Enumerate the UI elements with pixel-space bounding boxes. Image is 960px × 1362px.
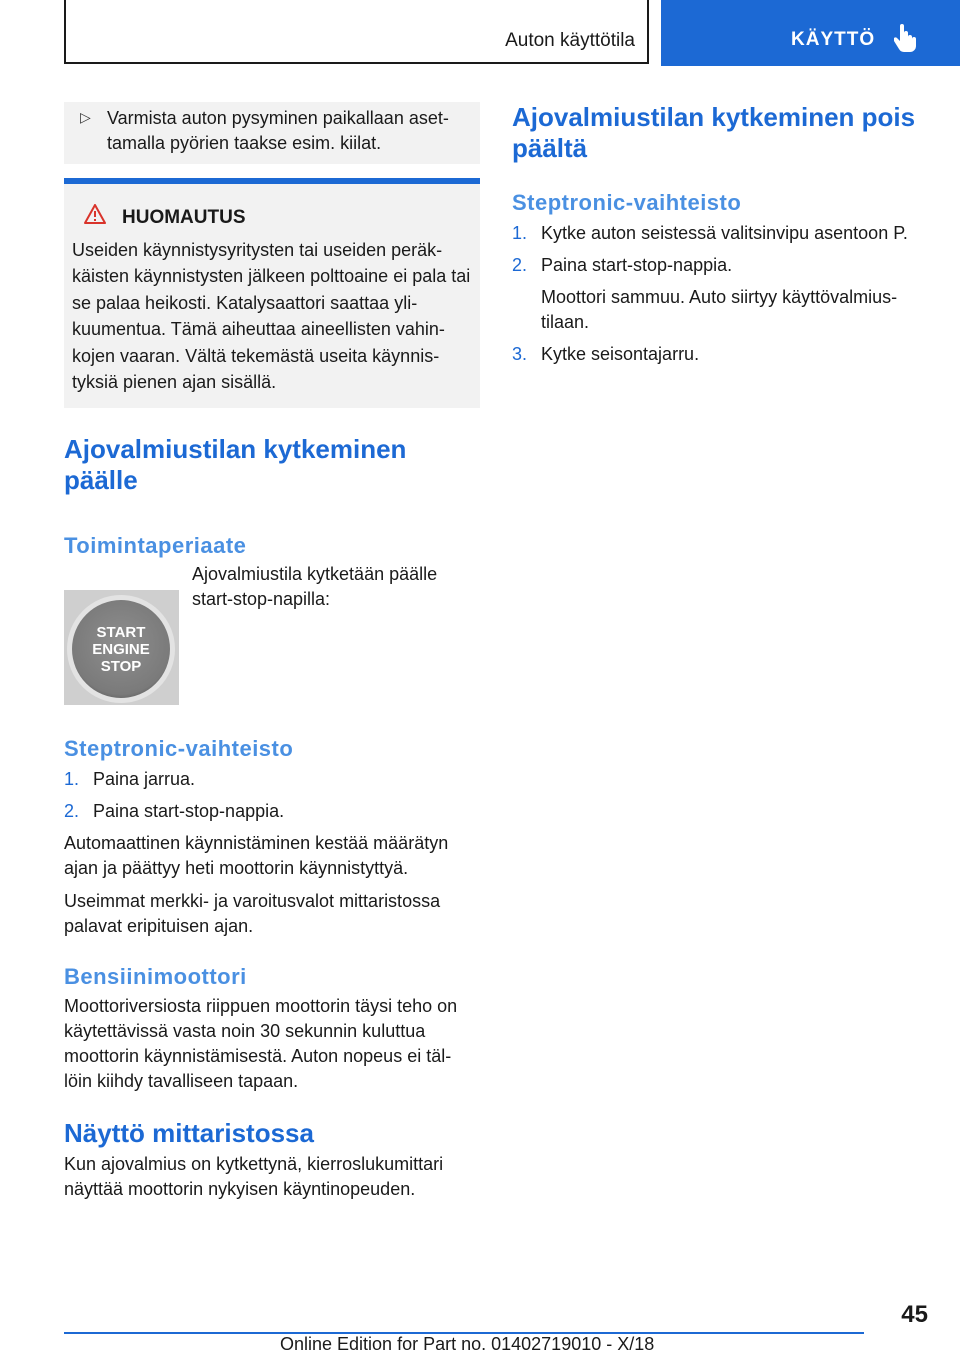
list-item xyxy=(512,253,928,278)
chapter-tab[interactable] xyxy=(661,0,960,66)
heading-steptronic-on: Steptronic-vaihteisto xyxy=(64,736,294,761)
button-image-line1: START xyxy=(96,624,146,641)
button-image-line3: STOP xyxy=(100,658,142,675)
heading-ready-on: Ajovalmiustilan kytkeminen päälle xyxy=(64,434,407,495)
warning-box xyxy=(64,178,480,408)
list-number: 2. xyxy=(64,801,80,821)
chapter-tab-label: KÄYTTÖ xyxy=(791,29,876,50)
heading-display: Näyttö mittaristossa xyxy=(64,1118,314,1148)
footer-edition: Online Edition for Part no. 01402719010 - X/18 xyxy=(280,1334,655,1354)
heading-steptronic-off: Steptronic-vaihteisto xyxy=(512,190,742,215)
list-number: 2. xyxy=(512,255,528,275)
list-item xyxy=(64,799,480,824)
principle-text: Ajovalmiustila kytketään päälle start-stop-napilla: xyxy=(192,564,438,609)
triangle-bullet-icon: ▷ xyxy=(80,109,91,125)
list-item xyxy=(512,342,928,367)
list-number xyxy=(512,285,541,335)
list-text: Kytke seisontajarru. xyxy=(541,344,700,364)
list-item-note xyxy=(512,285,928,335)
page-number: 45 xyxy=(901,1301,928,1328)
list-text: Paina start-stop-nappia. xyxy=(541,255,733,275)
principle-block xyxy=(64,562,480,705)
paragraph-warning-lights: Useimmat merkki- ja varoitusvalot mittaristossa palavat eripituisen ajan. xyxy=(64,891,441,936)
list-item xyxy=(512,221,928,246)
heading-principle: Toimintaperiaate xyxy=(64,533,247,558)
paragraph-petrol: Moottoriversiosta riippuen moottorin täysi teho on käytettävissä vasta noin 30 sekunnin kuluttua moottorin käynnistämisestä. Auton nopeus ei täl‐ löin kiihdy tavalliseen tapaan. xyxy=(64,996,458,1091)
left-column xyxy=(64,102,480,1202)
button-image-line2: ENGINE xyxy=(92,641,150,658)
header-section-box xyxy=(64,0,649,64)
list-number: 1. xyxy=(512,223,528,243)
list-text: Kytke auton seistessä valitsinvipu asentoon P. xyxy=(541,223,908,243)
hand-pointer-icon xyxy=(894,24,916,57)
right-column xyxy=(512,102,928,367)
section-on xyxy=(64,434,480,496)
steps-on-list xyxy=(64,767,480,824)
section-title: Auton käyttötila xyxy=(505,30,635,51)
list-number: 1. xyxy=(64,769,80,789)
paragraph-display: Kun ajovalmius on kytkettynä, kierroslukumittari näyttää moottorin nykyisen käyntinopeuden. xyxy=(64,1154,444,1199)
warning-text: Useiden käynnistysyritysten tai useiden peräk‐ käisten käynnistysten jälkeen polttoaine ei pala tai se palaa heikosti. Katalysaattori saattaa yli‐ kuumentua. Tämä aiheuttaa aineellisten vahin‐ kojen vaaran. Vältä tekemästä useita käynnis‐ tyksiä pienen ajan sisällä. xyxy=(72,239,471,392)
warning-title: HUOMAUTUS xyxy=(122,207,246,228)
warning-header xyxy=(72,204,472,233)
tip-text: Varmista auton pysyminen paikallaan aset‐ tamalla pyörien taakse esim. kiilat. xyxy=(107,108,449,153)
tip-box xyxy=(64,102,480,164)
list-item xyxy=(64,767,480,792)
start-stop-button-image xyxy=(64,590,179,705)
list-number: 3. xyxy=(512,344,528,364)
paragraph-start-duration: Automaattinen käynnistäminen kestää määrätyn ajan ja päättyy heti moottorin käynnistyttyä. xyxy=(64,833,449,878)
heading-petrol: Bensiinimoottori xyxy=(64,964,247,989)
heading-ready-off: Ajovalmiustilan kytkeminen pois päältä xyxy=(512,102,916,163)
list-text: Paina start-stop-nappia. xyxy=(93,801,285,821)
list-text: Moottori sammuu. Auto siirtyy käyttövalmius‐ tilaan. xyxy=(541,287,898,332)
warning-triangle-icon xyxy=(72,204,122,233)
list-text: Paina jarrua. xyxy=(93,769,196,789)
steps-off-list xyxy=(512,221,928,367)
